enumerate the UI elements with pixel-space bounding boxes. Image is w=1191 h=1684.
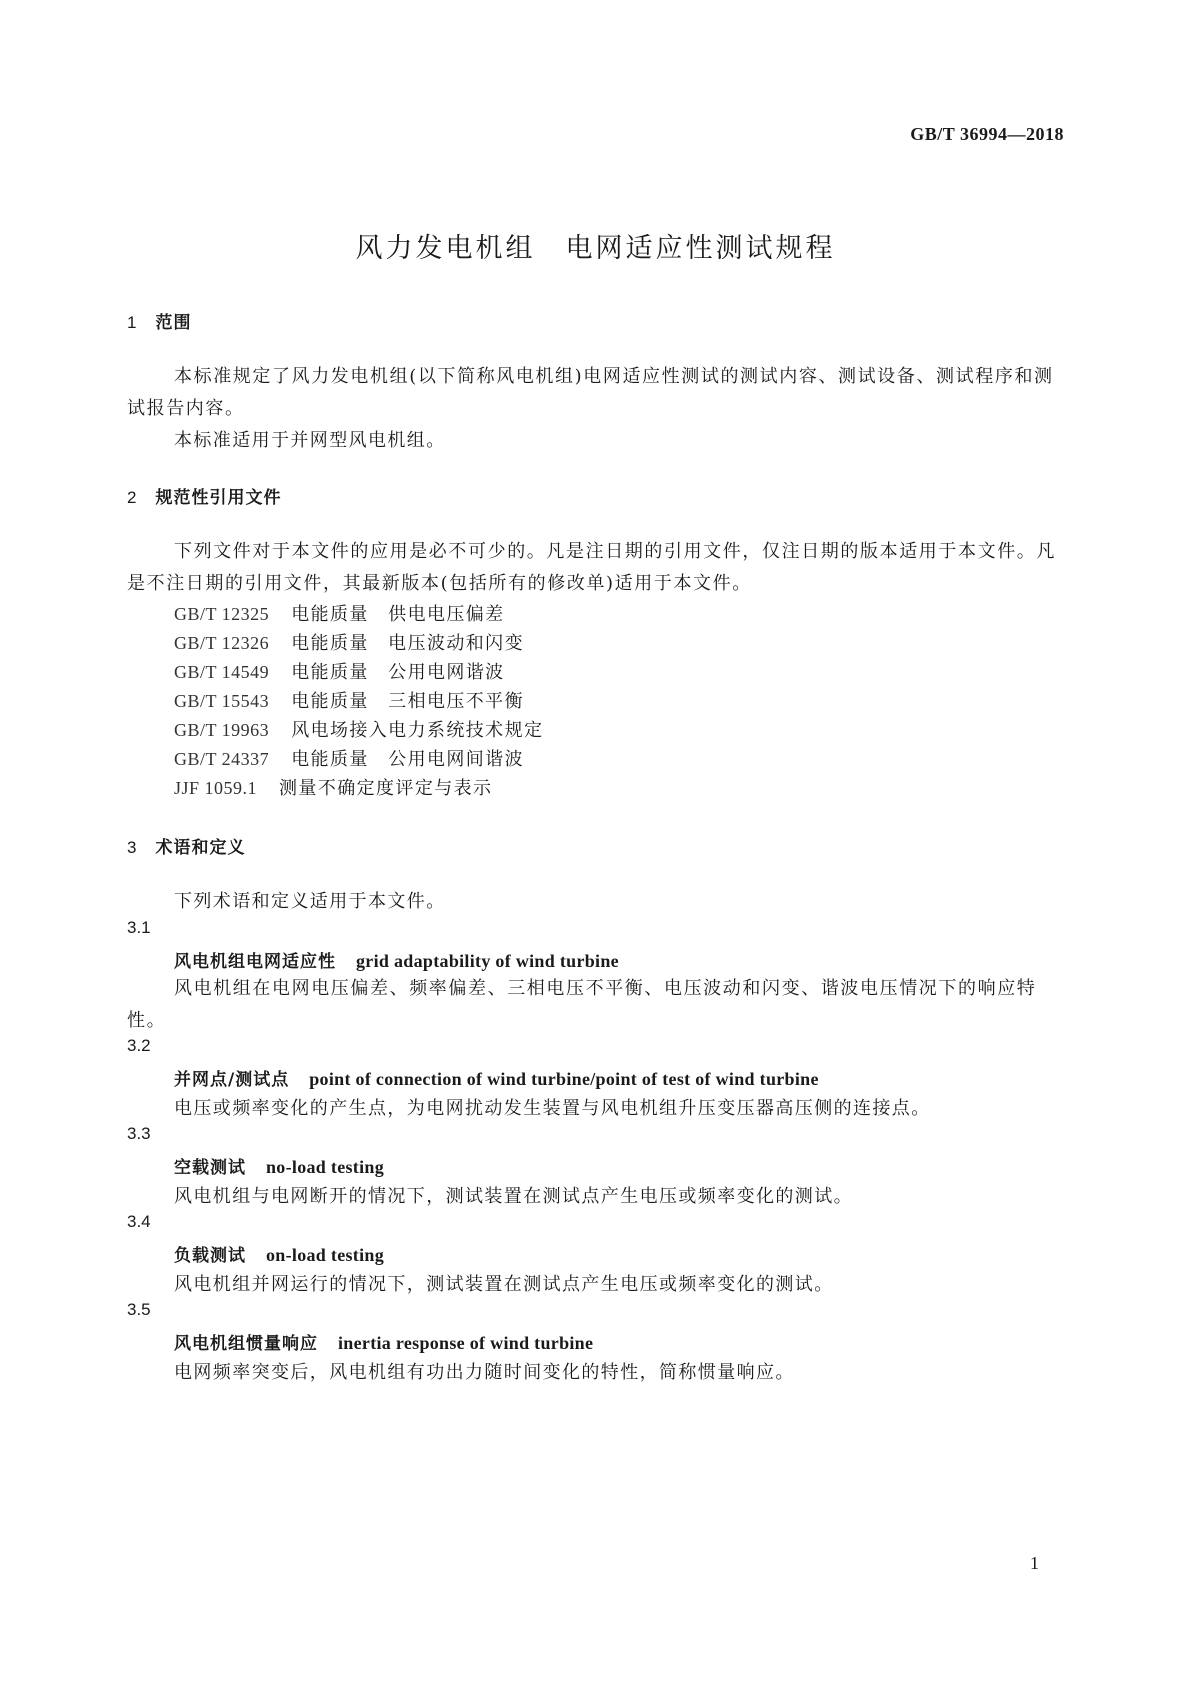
term-heading (174, 1065, 819, 1090)
section-number: 1 (127, 313, 138, 332)
term-en: no-load testing (266, 1157, 385, 1177)
reference-title: 测量不确定度评定与表示 (279, 778, 493, 799)
term-number: 3.1 (127, 918, 151, 937)
document-title (0, 226, 1191, 265)
reference-title: 电能质量 公用电网谐波 (291, 662, 505, 683)
term-heading (174, 1153, 384, 1178)
reference-title: 电能质量 公用电网间谐波 (291, 749, 524, 770)
section-2-paragraph-1: 下列文件对于本文件的应用是必不可少的。凡是注日期的引用文件，仅注日期的版本适用于本文件。凡是不注日期的引用文件，其最新版本(包括所有的修改单)适用于本文件。 (127, 541, 1056, 594)
section-3-intro: 下列术语和定义适用于本文件。 (174, 891, 446, 912)
section-number: 3 (127, 838, 138, 857)
term-number: 3.5 (127, 1300, 151, 1319)
title-part-1: 风力发电机组 (355, 233, 536, 264)
term-heading (174, 1329, 593, 1354)
title-part-2: 电网适应性测试规程 (565, 233, 836, 264)
reference-code: GB/T 12326 (174, 633, 270, 653)
reference-item (174, 687, 524, 713)
section-1-heading (127, 308, 191, 333)
term-definition: 风电机组在电网电压偏差、频率偏差、三相电压不平衡、电压波动和闪变、谐波电压情况下的响应特性。 (127, 978, 1037, 1031)
term-definition: 电压或频率变化的产生点，为电网扰动发生装置与风电机组升压变压器高压侧的连接点。 (174, 1098, 931, 1119)
reference-code: GB/T 15543 (174, 691, 270, 711)
term-en: grid adaptability of wind turbine (356, 951, 619, 971)
term-zh: 风电机组电网适应性 (174, 952, 336, 972)
term-en: point of connection of wind turbine/point of test of wind turbine (309, 1069, 819, 1089)
page-number: 1 (1030, 1553, 1039, 1573)
term-zh: 空载测试 (174, 1158, 246, 1178)
reference-item (174, 774, 492, 800)
term-definition: 风电机组与电网断开的情况下，测试装置在测试点产生电压或频率变化的测试。 (174, 1186, 853, 1207)
section-title: 规范性引用文件 (155, 488, 282, 508)
term-zh: 负载测试 (174, 1246, 246, 1266)
reference-title: 电能质量 电压波动和闪变 (291, 633, 524, 654)
term-en: on-load testing (266, 1245, 385, 1265)
reference-title: 电能质量 三相电压不平衡 (291, 691, 524, 712)
reference-title: 电能质量 供电电压偏差 (291, 604, 505, 625)
reference-title: 风电场接入电力系统技术规定 (291, 720, 544, 741)
term-number: 3.3 (127, 1124, 151, 1143)
standard-code: GB/T 36994—2018 (910, 124, 1064, 144)
reference-item (174, 600, 505, 626)
section-1-paragraph-1: 本标准规定了风力发电机组(以下简称风电机组)电网适应性测试的测试内容、测试设备、测试程序和测试报告内容。 (127, 366, 1054, 419)
section-title: 范围 (155, 313, 192, 333)
term-en: inertia response of wind turbine (338, 1333, 594, 1353)
term-zh: 风电机组惯量响应 (174, 1334, 318, 1354)
reference-code: JJF 1059.1 (174, 778, 258, 798)
term-definition: 风电机组并网运行的情况下，测试装置在测试点产生电压或频率变化的测试。 (174, 1274, 834, 1295)
reference-item (174, 658, 505, 684)
reference-code: GB/T 14549 (174, 662, 270, 682)
section-number: 2 (127, 488, 138, 507)
reference-item (174, 629, 524, 655)
reference-code: GB/T 12325 (174, 604, 270, 624)
section-1-paragraph-2: 本标准适用于并网型风电机组。 (174, 430, 446, 451)
section-2-heading (127, 483, 281, 508)
term-heading (174, 1241, 384, 1266)
section-title: 术语和定义 (155, 838, 246, 858)
reference-item (174, 716, 543, 742)
term-number: 3.2 (127, 1036, 151, 1055)
section-3-heading (127, 833, 245, 858)
reference-item (174, 745, 524, 771)
reference-code: GB/T 19963 (174, 720, 270, 740)
term-number: 3.4 (127, 1212, 151, 1231)
term-zh: 并网点/测试点 (174, 1070, 290, 1090)
term-heading (174, 947, 619, 972)
term-definition: 电网频率突变后，风电机组有功出力随时间变化的特性，简称惯量响应。 (174, 1362, 795, 1383)
reference-code: GB/T 24337 (174, 749, 270, 769)
